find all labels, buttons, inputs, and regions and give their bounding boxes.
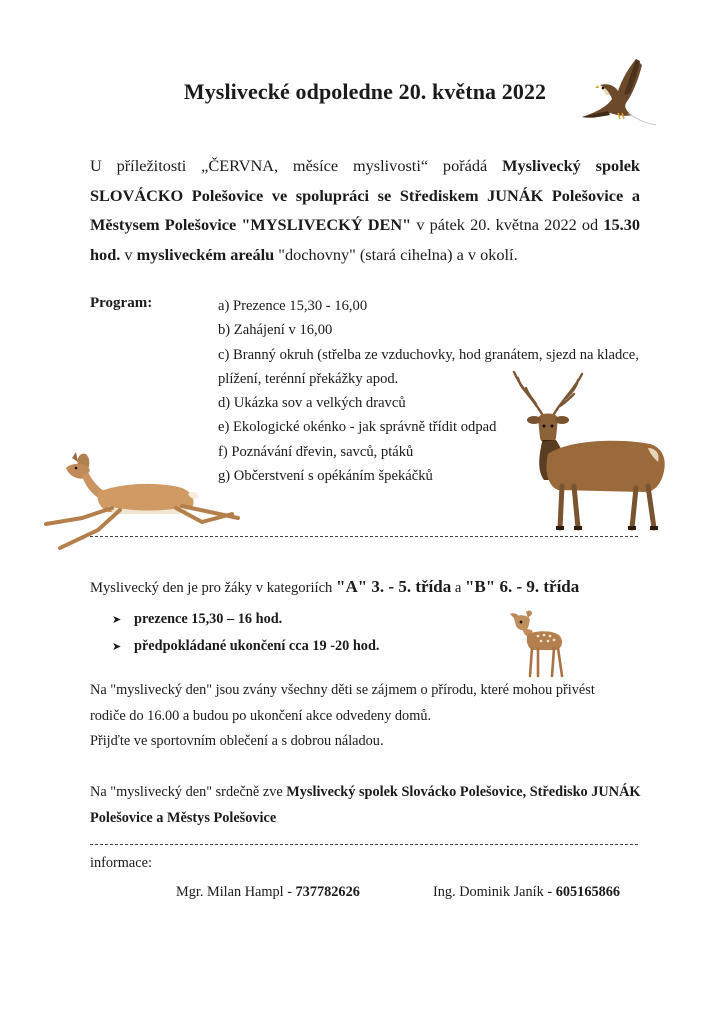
bullet-item: ➤ prezence 15,30 – 16 hod. [112,606,379,633]
categories-line [90,577,579,597]
program-item: b) Zahájení v 16,00 [218,322,333,339]
intro-text-1: U příležitosti „ČERVNA, měsíce myslivosti“ pořádá [90,156,503,175]
phone-number: 737782626 [295,884,360,900]
paragraph-line: rodiče do 16.00 a budou po ukončení akce odvedeny domů. [90,707,432,724]
categories-lead: Myslivecký den je pro žáky v kategoriích [90,580,336,596]
intro-venue: mysliveckém areálu [136,244,275,264]
intro-text-3: v [120,244,137,264]
paragraph-line: Na "myslivecký den" jsou zvány všechny děti se zájmem o přírodu, které mohou přivést [90,682,595,698]
categories-and: a [451,580,465,596]
intro-text-2: v pátek 20. května 2022 od [411,215,604,234]
category-a: "A" 3. - 5. třída [336,577,452,596]
program-item: c) Branný okruh (střelba ze vzduchovky, hod granátem, sjezd na kladce, [218,346,639,363]
intro-text-4: "dochovny" (stará cihelna) a v okolí. [274,244,518,264]
page-title: Myslivecké odpoledne 20. května 2022 [183,79,547,104]
program-item: d) Ukázka sov a velkých dravců [218,395,406,412]
arrow-bullet-icon: ➤ [112,613,122,626]
intro-organizers: Myslivecký spolek SLOVÁCKO Polešovice ve spolupráci se Střediskem JUNÁK Polešovice a Městysem Polešovice "MYSLIVECKÝ DEN" [90,156,640,234]
invitation [90,780,650,831]
info-label: informace: [90,855,152,871]
schedule-bullets [112,606,379,660]
program-label: Program: [90,295,153,311]
dashed-divider [90,844,638,845]
program-item: g) Občerstvení s opékáním špekáčků [218,468,433,485]
eagle-icon [578,55,658,135]
contact-janik: Ing. Dominik Janík - 605165866 [433,884,621,900]
program-item: e) Ekologické okénko - jak správně třídit odpad [218,419,497,436]
fawn-icon [508,608,568,680]
category-b: "B" 6. - 9. třída [464,577,580,596]
arrow-bullet-icon: ➤ [112,640,122,653]
phone-number: 605165866 [555,884,621,900]
program-item: a) Prezence 15,30 - 16,00 [218,298,368,314]
contact-hampl: Mgr. Milan Hampl - 737782626 [176,884,360,900]
program-item: f) Poznávání dřevin, savců, ptáků [218,443,414,460]
red-deer-stag-icon [508,368,670,538]
intro-time: 15.30 hod. [90,215,641,264]
program-item: plížení, terénní překážky apod. [218,370,399,387]
invitation-organizers: Myslivecký spolek Slovácko Polešovice, Středisko JUNÁK Polešovice a Městys Polešovice [90,784,641,826]
intro-paragraph [90,151,640,269]
invitation-lead: Na "myslivecký den" srdečně zve [90,784,287,800]
bullet-item: ➤ předpokládané ukončení cca 19 -20 hod. [112,633,379,660]
paragraph-line: Přijďte ve sportovním oblečení a s dobrou náladou. [90,733,384,749]
info-paragraph [90,678,595,755]
dashed-divider [90,536,638,537]
